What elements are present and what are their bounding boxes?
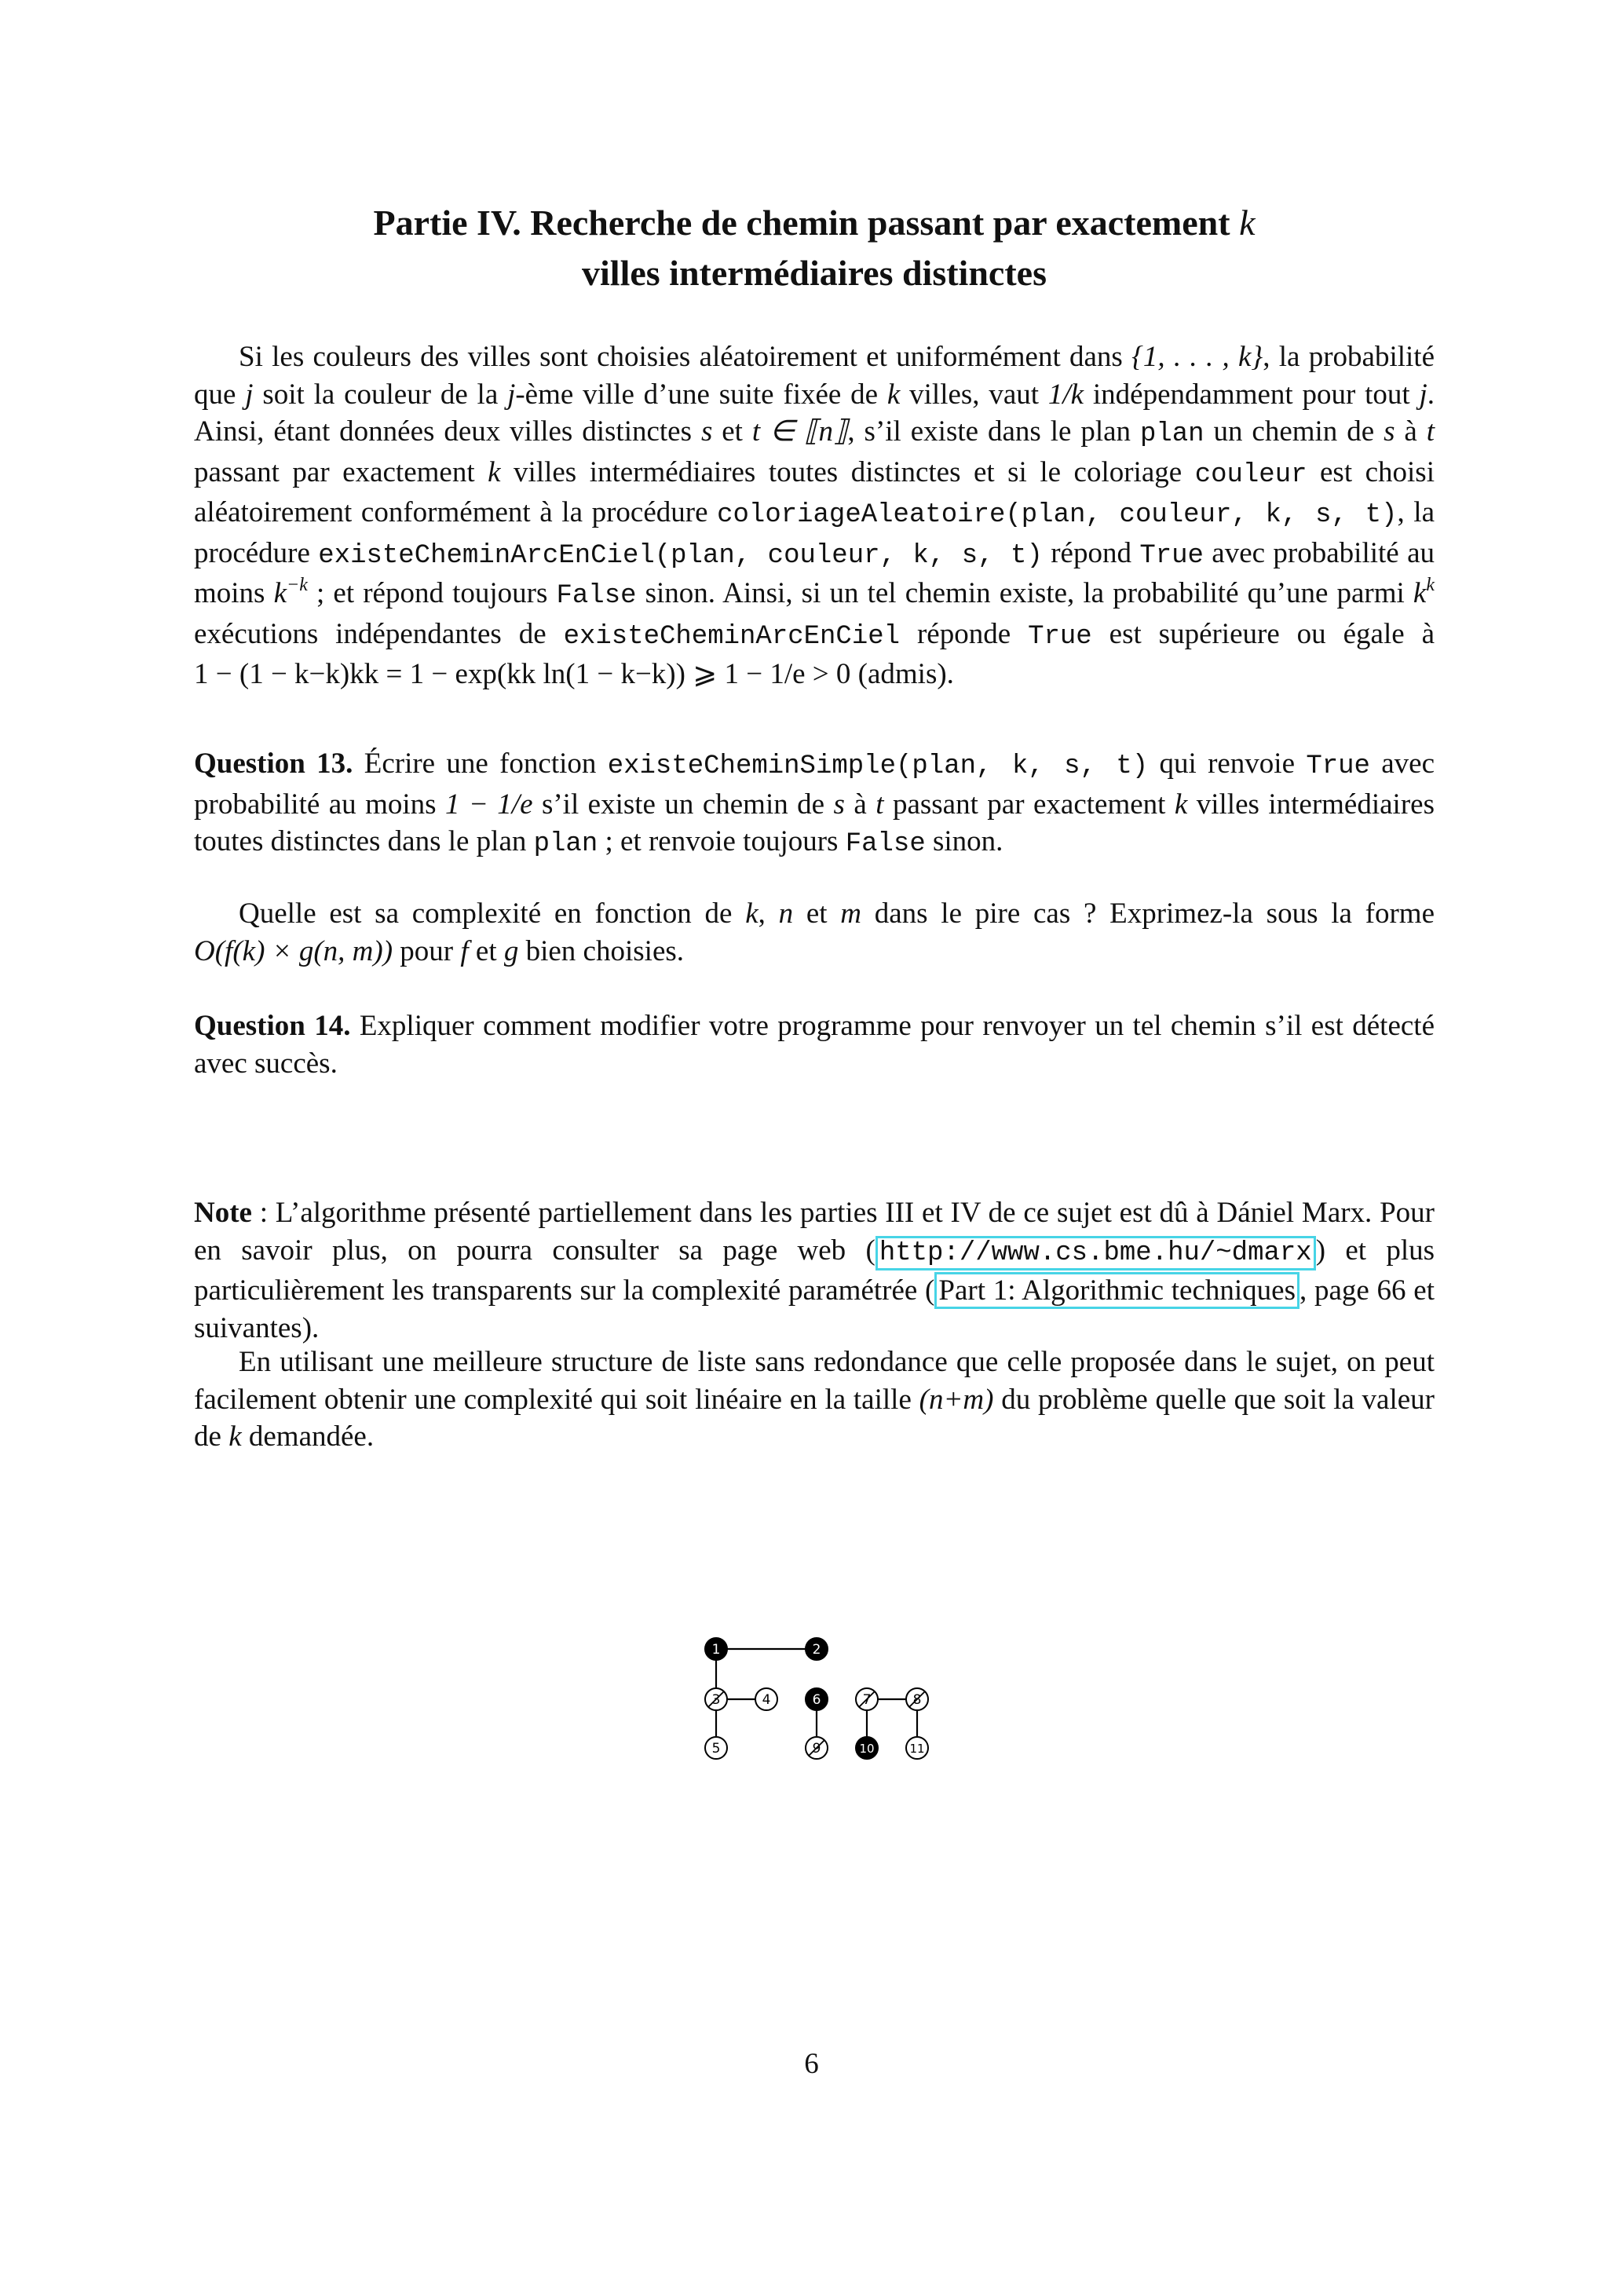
code-plan: plan [1139,419,1204,449]
graph-node-3 [705,1688,727,1710]
graph-node-6 [806,1688,828,1710]
question-13-complexity: Quelle est sa complexité en fonction de k, n et m dans le pire cas ? Exprimez-la sous la forme O(f(k) × g(n, m)) pour f et g bien choisies. [194,898,1435,967]
code-existe-chemin-simple: existeCheminSimple(plan, k, s, t) [607,751,1149,781]
note-paragraph: Note : L’algorithme présenté partiellement dans les parties III et IV de ce sujet est dû à Dániel Marx. Pour en savoir plus, on pourra consulter sa page web ( http://www.cs.bme.hu/~dmarx ) et plus particulièrement les transparents sur la complexité paramétrée ( Part 1: Algorithmic techniques , page 66 et suivantes). [194,1197,1435,1344]
note-label: Note [194,1197,252,1229]
graph-node-1 [705,1638,727,1660]
probability-formula: 1 − (1 − k−k)kk = 1 − exp(kk ln(1 − k−k)) ⩾ 1 − 1/e > 0 [194,658,851,690]
graph-node-label: 11 [909,1742,925,1756]
question-13-label: Question 13. [194,748,353,780]
graph-node-4 [755,1688,777,1710]
code-coloriage-aleatoire: coloriageAleatoire(plan, couleur, k, s, t) [717,500,1398,530]
graph-node-label: 6 [812,1692,821,1708]
colored-graph-figure [691,1625,950,1782]
graph-node-2 [806,1638,828,1660]
graph-node-label: 9 [812,1741,821,1757]
question-14-label: Question 14. [194,1010,351,1042]
title-line1: Partie IV. Recherche de chemin passant par exactement k [373,203,1256,243]
graph-node-10 [856,1737,878,1759]
code-existe-chemin-arc-en-ciel: existeCheminArcEnCiel(plan, couleur, k, s, t) [318,540,1043,571]
question-13: Question 13. Écrire une fonction existeCheminSimple(plan, k, s, t) qui renvoie True avec probabilité au moins 1 − 1/e s’il existe un chemin de s à t passant par exactement k villes intermédiaires toutes distinctes dans le plan plan ; et renvoie toujours False sinon. [194,748,1435,859]
graph-node-8 [906,1688,928,1710]
graph-node-label: 4 [762,1692,771,1708]
graph-node-7 [856,1688,878,1710]
dmarx-homepage-link[interactable]: http://www.cs.bme.hu/~dmarx [875,1236,1316,1270]
algorithmic-techniques-link[interactable]: Part 1: Algorithmic techniques [934,1272,1299,1309]
graph-node-label: 10 [859,1742,875,1756]
title-line2: villes intermédiaires distinctes [582,253,1047,293]
graph-node-label: 2 [812,1642,821,1658]
graph-node-5 [705,1737,727,1759]
page-number: 6 [804,2048,819,2080]
graph-node-label: 7 [862,1692,872,1708]
question-14: Question 14. Expliquer comment modifier votre programme pour renvoyer un tel chemin s’il est détecté avec succès. [194,1010,1435,1080]
graph-node-11 [906,1737,928,1759]
graph-node-label: 8 [912,1692,922,1708]
graph-node-9 [806,1737,828,1759]
graph-node-label: 3 [711,1692,721,1708]
intro-paragraph: Si les couleurs des villes sont choisies aléatoirement et uniformément dans {1, . . . , k}, la probabilité que j soit la couleur de la j-ème ville d’une suite fixée de k villes, vaut 1/k indépendamment pour tout j. Ainsi, étant données deux villes distinctes s et t ∈ ⟦n⟧, s’il existe dans le plan plan un chemin de s à t passant par exactement k villes intermédiaires toutes distinctes et si le coloriage couleur est choisi aléatoirement conformément à la procédure coloriageAleatoire(plan, couleur, k, s, t), la procédure existeCheminArcEnCiel(plan, couleur, k, s, t) répond True avec probabilité au moins $k^{-k}$ ; et répond toujours False sinon. Ainsi, si un tel chemin existe, la probabilité qu’une parmi $k^k$ exécutions indépendantes de existeCheminArcEnCiel réponde True est supérieure ou égale à 1 − (1 − k−k)kk = 1 − exp(kk ln(1 − k−k)) ⩾ 1 − 1/e > 0 (admis). [194,341,1435,690]
section-title [194,198,1435,298]
graph-node-label: 5 [711,1741,721,1757]
closing-paragraph: En utilisant une meilleure structure de liste sans redondance que celle proposée dans le sujet, on peut facilement obtenir une complexité qui soit linéaire en la taille (n+m) du problème quelle que soit la valeur de k demandée. [194,1346,1435,1453]
graph-node-label: 1 [711,1642,721,1658]
